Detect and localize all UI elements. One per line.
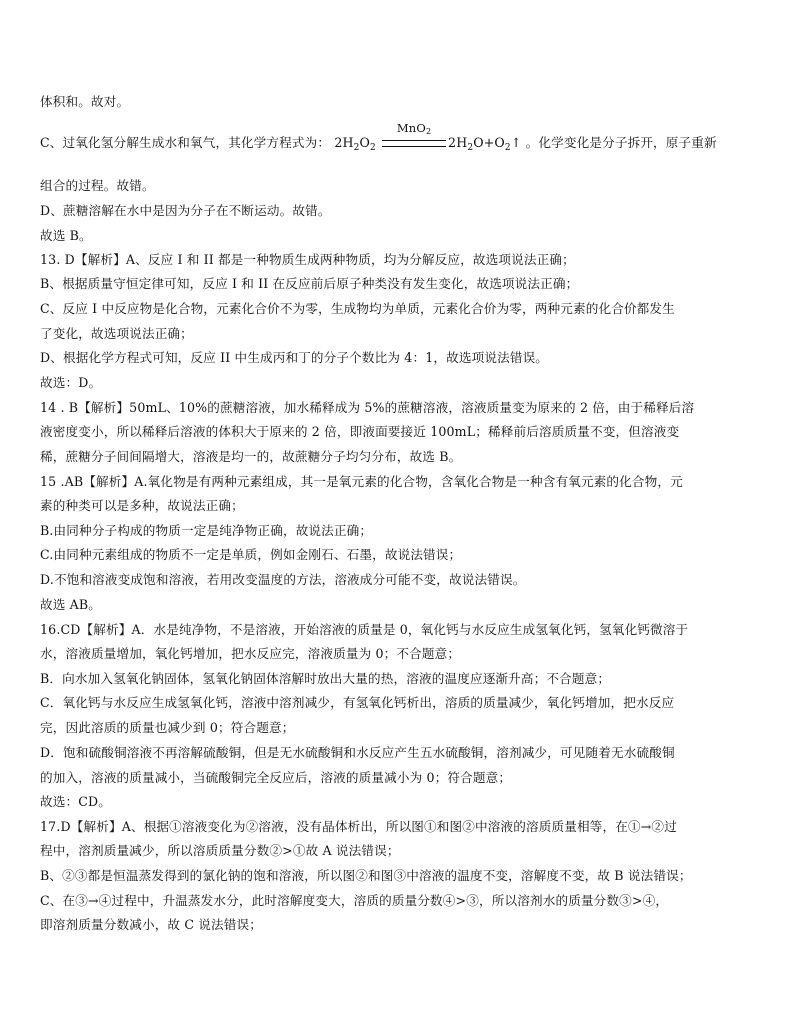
text-line: C、在③→④过程中，升温蒸发水分，此时溶解度变大，溶质的质量分数④>③，所以溶剂水的质量分数③>④， — [40, 893, 669, 908]
text-line: 故选 B。 — [40, 228, 92, 243]
text-line: C.由同种元素组成的物质不一定是单质，例如金刚石、石墨，故说法错误； — [40, 547, 462, 562]
eq-catalyst-arrow — [382, 121, 446, 151]
text-line: B.由同种分子构成的物质一定是纯净物正确，故说法正确； — [40, 523, 373, 538]
text-line: 素的种类可以是多种，故说法正确； — [40, 498, 244, 513]
text-line: B．向水加入氢氧化钠固体，氢氧化钠固体溶解时放出大量的热，溶液的温度应逐渐升高；不合题意； — [40, 671, 611, 686]
answer-14-line: 14 . B【解析】50mL、10%的蔗糖溶液，加水稀释成为 5%的蔗糖溶液，溶液质量变为原来的 2 倍，由于稀释后溶 — [40, 400, 695, 415]
gas-arrow-icon: ↑ — [510, 135, 522, 150]
eq-reactant-o: O — [359, 135, 370, 150]
eq-product: 2H — [448, 135, 468, 150]
text-line: D．饱和硫酸铜溶液不再溶解硫酸铜，但是无水硫酸铜和水反应产生五水硫酸铜，溶剂减少，可见随着无水硫酸铜 — [40, 745, 675, 760]
eq-sub: 2 — [353, 143, 360, 153]
text-line: 故选：CD。 — [40, 794, 112, 809]
eq-product-tail: O+O — [473, 135, 505, 150]
equation-line — [40, 121, 717, 153]
line-prefix: C、过氧化氢分解生成水和氧气，其化学方程式为： — [40, 135, 331, 150]
text-line: 故选 AB。 — [40, 597, 102, 612]
eq-reactant: 2H — [334, 135, 354, 150]
eq-sub: 2 — [504, 143, 511, 153]
eq-sub: 2 — [425, 127, 432, 136]
text-line: B、②③都是恒温蒸发得到的氯化钠的饱和溶液，所以图②和图③中溶液的温度不变，溶解度不变，故 B 说法错误； — [40, 868, 692, 883]
answer-16-line: 16.CD【解析】A．水是纯净物，不是溶液，开始溶液的质量是 0，氧化钙与水反应生成氢氧化钙，氢氧化钙微溶于 — [40, 622, 689, 637]
answer-13-line: 13. D【解析】A、反应 I 和 II 都是一种物质生成两种物质，均为分解反应，故选项说法正确； — [40, 252, 575, 267]
chemical-equation — [334, 121, 522, 153]
text-line: 程中，溶剂质量减少，所以溶质质量分数②>①故 A 说法错误； — [40, 843, 400, 858]
text-line: C．氧化钙与水反应生成氢氧化钙，溶液中溶剂减少，有氢氧化钙析出，溶质的质量减少，氧化钙增加，把水反应 — [40, 695, 675, 710]
text-line: 液密度变小，所以稀释后溶液的体积大于原来的 2 倍，即液面要接近 100mL；稀释前后溶质质量不变，但溶液变 — [40, 424, 680, 439]
text-line: 故选：D。 — [40, 375, 102, 390]
text-line: B、根据质量守恒定律可知，反应 I 和 II 在反应前后原子种类没有发生变化，故选项说法正确； — [40, 276, 579, 291]
eq-catalyst-text: MnO — [396, 121, 426, 135]
text-line: D.不饱和溶液变成饱和溶液，若用改变温度的方法，溶液成分可能不变，故说法错误。 — [40, 572, 526, 587]
text-line: 完，因此溶质的质量也减少到 0；符合题意； — [40, 720, 295, 735]
text-line: D、根据化学方程式可知，反应 II 中生成丙和丁的分子个数比为 4：1，故选项说法错误。 — [40, 350, 549, 365]
text-line: 稀，蔗糖分子间间隔增大，溶液是均一的，故蔗糖分子均匀分布，故选 B。 — [40, 449, 462, 464]
text-line: 体积和。故对。 — [40, 94, 130, 109]
eq-catalyst — [382, 120, 446, 136]
line-suffix: 。化学变化是分子拆开，原子重新 — [525, 135, 717, 150]
eq-sub: 2 — [369, 143, 376, 153]
text-line: 组合的过程。故错。 — [40, 178, 155, 193]
text-line: C、反应 I 中反应物是化合物，元素化合价不为零，生成物均为单质，元素化合价为零，两种元素的化合价都发生 — [40, 301, 675, 316]
eq-sub: 2 — [467, 143, 474, 153]
answer-17-line: 17.D【解析】A、根据①溶液变化为②溶液，没有晶体析出，所以图①和图②中溶液的溶质质量相等，在①→②过 — [40, 819, 677, 834]
text-line: 的加入，溶液的质量减小，当硫酸铜完全反应后，溶液的质量减小为 0；符合题意； — [40, 770, 512, 785]
text-line: 即溶剂质量分数减小，故 C 说法错误； — [40, 917, 262, 932]
eq-double-line — [382, 140, 446, 147]
text-line: 水，溶液质量增加，氧化钙增加，把水反应完，溶液质量为 0；不合题意； — [40, 646, 461, 661]
text-line: D、蔗糖溶解在水中是因为分子在不断运动。故错。 — [40, 203, 331, 218]
text-line: 了变化，故选项说法正确； — [40, 326, 193, 341]
answer-15-line: 15 .AB【解析】A.氧化物是有两种元素组成，其一是氧元素的化合物，含氧化合物是一种含有氧元素的化合物，元 — [40, 474, 683, 489]
